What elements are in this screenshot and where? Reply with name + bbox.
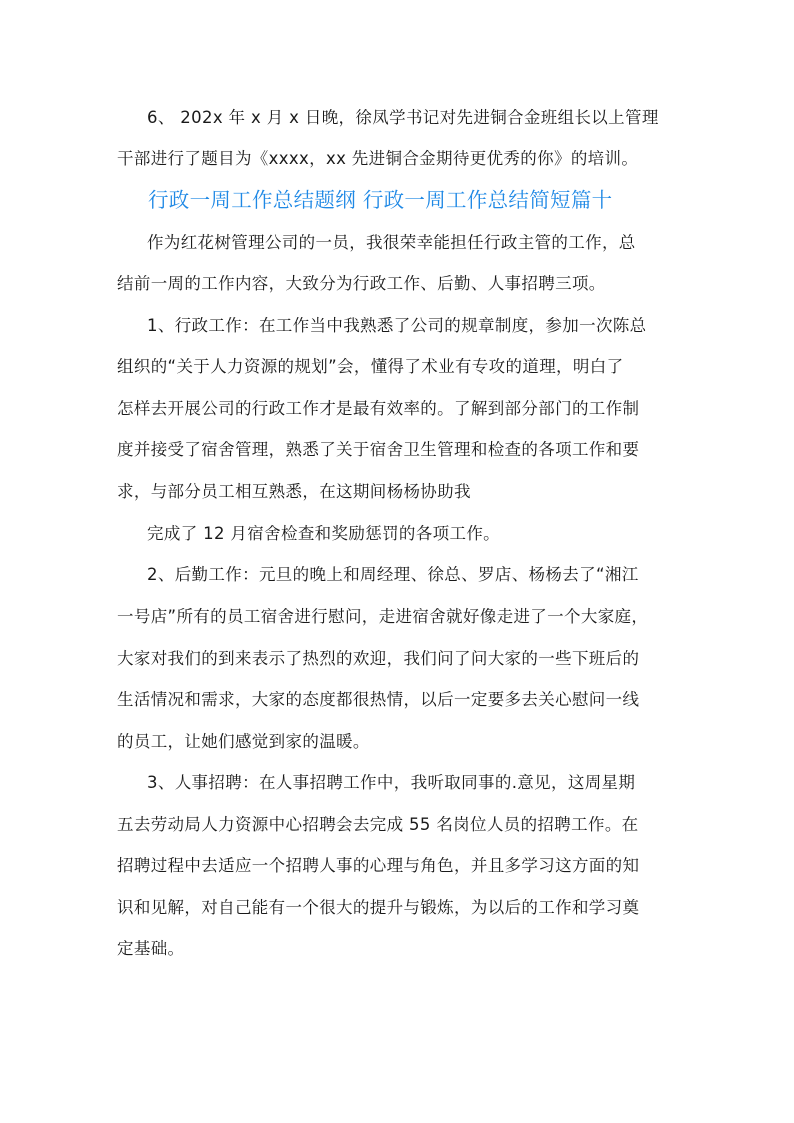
paragraph-line: 生活情况和需求，大家的态度都很热情，以后一定要多去关心慰问一线 <box>117 690 640 709</box>
paragraph-line: 的员工，让她们感觉到家的温暖。 <box>117 732 370 751</box>
paragraph-line: 度并接受了宿舍管理，熟悉了关于宿舍卫生管理和检查的各项工作和要 <box>117 440 640 459</box>
paragraph-line: 作为红花树管理公司的一员，我很荣幸能担任行政主管的工作，总 <box>147 233 636 252</box>
paragraph-line: 结前一周的工作内容，大致分为行政工作、后勤、人事招聘三项。 <box>117 274 606 293</box>
paragraph-line: 1、行政工作：在工作当中我熟悉了公司的规章制度，参加一次陈总 <box>147 316 647 335</box>
paragraph-line: 一号店”所有的员工宿舍进行慰问，走进宿舍就好像走进了一个大家庭， <box>117 607 649 626</box>
paragraph-line: 招聘过程中去适应一个招聘人事的心理与角色，并且多学习这方面的知 <box>117 856 640 875</box>
paragraph-line: 3、人事招聘：在人事招聘工作中，我听取同事的.意见，这周星期 <box>147 773 636 792</box>
paragraph-line: 定基础。 <box>117 939 185 958</box>
paragraph-line: 干部进行了题目为《xxxx，xx 先进铜合金期待更优秀的你》的培训。 <box>117 149 639 168</box>
paragraph-line: 6、 202x 年 x 月 x 日晚，徐凤学书记对先进铜合金班组长以上管理 <box>147 108 659 127</box>
paragraph-line: 完成了 12 月宿舍检查和奖励惩罚的各项工作。 <box>147 524 501 543</box>
paragraph-line: 五去劳动局人力资源中心招聘会去完成 55 名岗位人员的招聘工作。在 <box>117 815 639 834</box>
section-heading: 行政一周工作总结题纲 行政一周工作总结简短篇十 <box>148 188 613 212</box>
paragraph-line: 求，与部分员工相互熟悉，在这期间杨杨协助我 <box>117 482 471 501</box>
paragraph-line: 大家对我们的到来表示了热烈的欢迎，我们问了问大家的一些下班后的 <box>117 649 640 668</box>
paragraph-line: 识和见解，对自己能有一个很大的提升与锻炼，为以后的工作和学习奠 <box>117 898 640 917</box>
paragraph-line: 怎样去开展公司的行政工作才是最有效率的。了解到部分部门的工作制 <box>117 399 640 418</box>
paragraph-line: 组织的“关于人力资源的规划”会，懂得了术业有专攻的道理，明白了 <box>117 357 624 376</box>
paragraph-line: 2、后勤工作：元旦的晚上和周经理、徐总、罗店、杨杨去了“湘江 <box>147 565 639 584</box>
